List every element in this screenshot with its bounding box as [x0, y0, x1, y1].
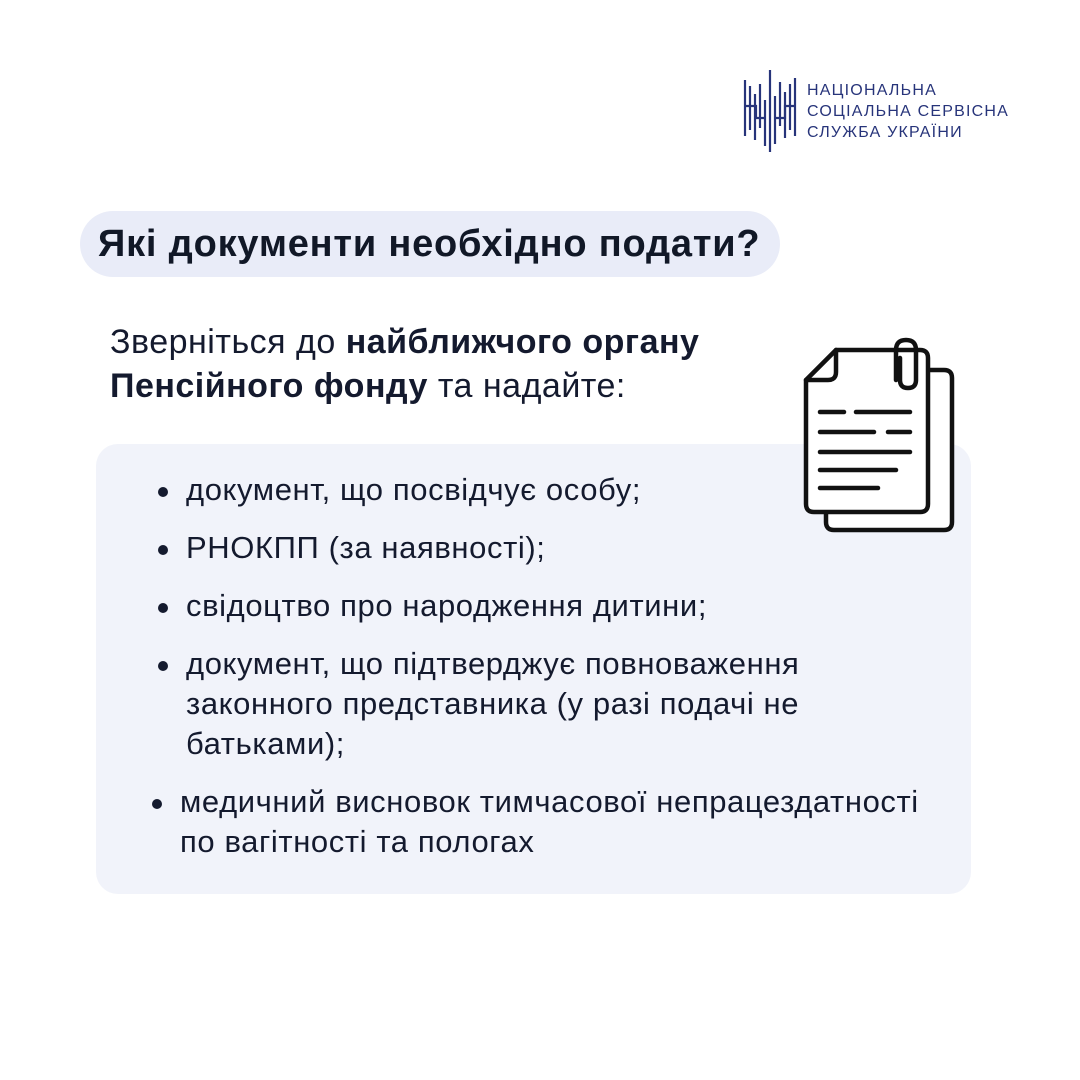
list-item-text: медичний висновок тимчасової непрацездатності по вагітності та пологах	[180, 784, 919, 859]
list-item	[150, 586, 950, 626]
bullet-icon	[158, 545, 168, 555]
intro-part-1: Зверніться до	[110, 323, 346, 361]
list-item	[144, 782, 930, 862]
nsss-emblem-icon	[742, 66, 802, 152]
bullet-icon	[158, 661, 168, 671]
intro-bold-authority: найближчого органу Пенсійного фонду	[110, 323, 700, 405]
logo-line-2: СОЦІАЛЬНА СЕРВІСНА	[807, 103, 1010, 120]
intro-text	[110, 320, 800, 408]
list-item-text: документ, що підтверджує повноваження законного представника (у разі подачі не батьками);	[186, 646, 800, 761]
nsss-logo	[742, 66, 1042, 156]
bullet-icon	[152, 799, 162, 809]
logo-line-3: СЛУЖБА УКРАЇНИ	[807, 124, 963, 141]
bullet-icon	[158, 603, 168, 613]
bullet-icon	[158, 487, 168, 497]
list-item-text: документ, що посвідчує особу;	[186, 472, 642, 507]
intro-part-2: та надайте:	[427, 367, 626, 405]
list-item-text: РНОКПП (за наявності);	[186, 530, 546, 565]
documents-with-paperclip-icon	[800, 336, 960, 538]
logo-wordmark	[807, 80, 1009, 143]
logo-line-1: НАЦІОНАЛЬНА	[807, 82, 937, 99]
list-item-text: свідоцтво про народження дитини;	[186, 588, 708, 623]
question-heading: Які документи необхідно подати?	[80, 211, 780, 277]
list-item	[150, 644, 906, 764]
